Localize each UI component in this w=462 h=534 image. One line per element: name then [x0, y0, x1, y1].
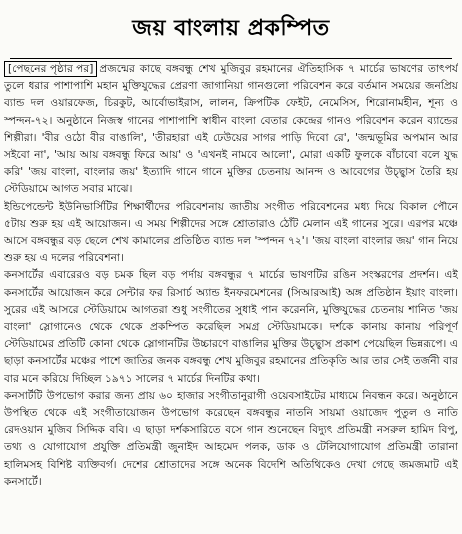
article-paragraph: কনসার্টের এবারেরও বড় চমক ছিল বড় পর্দায় বঙ্গবন্ধুর ৭ মার্চের ভাষণটির রঙিন সংস্করণের প্রদর্শন। এই কনসার্টের আয়োজন করে সেন্টার ফর রিসার্চ অ্যান্ড ইনফরমেশনের (সিআরআই) অঙ্গ প্রতিষ্ঠান ইয়াং বাংলা। সুরের এই আসরে স্টেডিয়ামে আগতরা শুধু সংগীতের সুধাই পান করেননি, মুক্তিযুদ্ধের চেতনায় শানিত 'জয় বাংলা' স্লোগানেও থেকে থেকে প্রকম্পিত করেছিল সমগ্র স্টেডিয়ামকে। দর্শকে কানায় কানায় পরিপূর্ণ স্টেডিয়ামের প্রতিটি কোনা থেকে স্লোগানটির উচ্চারণে বাঙালির মুক্তির উচ্ছ্বাস প্রকাশ পেয়েছিল ভিন্নরূপে। এ ছাড়া কনসার্টের মঞ্চের পাশে জাতির জনক বঙ্গবন্ধু শেখ মুজিবুর রহমানের প্রতিকৃতি আর তার সেই তর্জনী বার বার মনে করিয়ে দিচ্ছিল ১৯৭১ সালের ৭ মার্চের দিনটির কথা। [4, 269, 458, 385]
article-headline: জয় বাংলায় প্রকম্পিত [132, 15, 330, 41]
article-paragraph: ইন্ডিপেন্ডেন্ট ইউনিভার্সিটির শিক্ষার্থীদের পরিবেশনায় জাতীয় সংগীত পরিবেশনের মধ্য দিয়ে বিকাল পৌনে ৫টায় শুরু হয় এই আয়োজন। এ সময় শিল্পীদের সঙ্গে শ্রোতারাও ঠোঁট মেলান এই গানের সুরে। এরপর মঞ্চে আসে বঙ্গবন্ধুর বড় ছেলে শেখ কামালের প্রতিষ্ঠিত ব্যান্ড দল 'স্পন্দন ৭২'। 'জয় বাংলা বাংলার জয়' গান নিয়ে শুরু হয় এ দলের পরিবেশনা। [4, 200, 458, 265]
headline-divider [10, 58, 452, 59]
article-paragraph: কনসার্টটি উপভোগ করার জন্য প্রায় ৬০ হাজার সংগীতানুরাগী ওয়েবসাইটের মাধ্যমে নিবন্ধন করে। অনুষ্ঠানে উপস্থিত থেকে এই সংগীতায়োজন উপভোগ করেছেন বঙ্গবন্ধুর নাতনি সায়মা ওয়াজেদ পুতুল ও নাতি রেদওয়ান মুজিব সিদ্দিক ববি। এ ছাড়া দর্শকসারিতে বসে গান শুনেছেন বিদ্যুৎ প্রতিমন্ত্রী নসরুল হামিদ বিপু, তথ্য ও যোগাযোগ প্রযুক্তি প্রতিমন্ত্রী জুনাইদ আহমেদ পলক, ডাক ও টেলিযোগাযোগ প্রতিমন্ত্রী তারানা হালিমসহ বিশিষ্ট ব্যক্তিবর্গ। দেশের শ্রোতাদের সঙ্গে অনেক বিদেশি অতিথিকেও দেখা গেছে জমজমাট এই কনসার্টে। [4, 389, 458, 488]
continued-from-tag: [পেছনের পৃষ্ঠার পর] [4, 61, 97, 77]
headline-area [0, 0, 462, 58]
article-body [4, 61, 458, 531]
paragraph-text: প্রজন্মের কাছে বঙ্গবন্ধু শেখ মুজিবুর রহমানের ঐতিহাসিক ৭ মার্চের ভাষণের তাৎপর্য তুলে ধরার পাশাপাশি মহান মুক্তিযুদ্ধের প্রেরণা জাগানিয়া গানগুলো পরিবেশন করে বর্তমান সময়ের জনপ্রিয় ব্যান্ড দল ওয়ারফেজ, চিরকুট, আর্বোভাইরাস, লালন, ক্রিপটিক ফেইট, নেমেসিস, শিরোনামহীন, শূন্য ও স্পন্দন-৭২। অনুষ্ঠানে নিজস্ব গানের পাশাপাশি স্বাধীন বাংলা বেতার কেন্দ্রের গানও পরিবেশন করেন ব্যান্ডের শিল্পীরা। 'বীর ওঠো বীর বাঙালি', 'তীরহারা এই ঢেউয়ের সাগর পাড়ি দিবো রে', 'জন্মভূমির অপমান আর সইবো না', 'আয় আয় বঙ্গবন্ধু ফিরে আয়' ও 'এখনই নামবে আলো', মোরা একটি ফুলকে বাঁচাবো বলে যুদ্ধ করি' 'জয় বাংলা, বাংলার জয়' ইত্যাদি গানে গানে মুক্তির চেতনায় আনন্দ ও আবেগের উচ্ছ্বাস তৈরি হয় স্টেডিয়ামে আগত সবার মাঝে। [4, 63, 458, 196]
article-paragraph [4, 61, 458, 199]
